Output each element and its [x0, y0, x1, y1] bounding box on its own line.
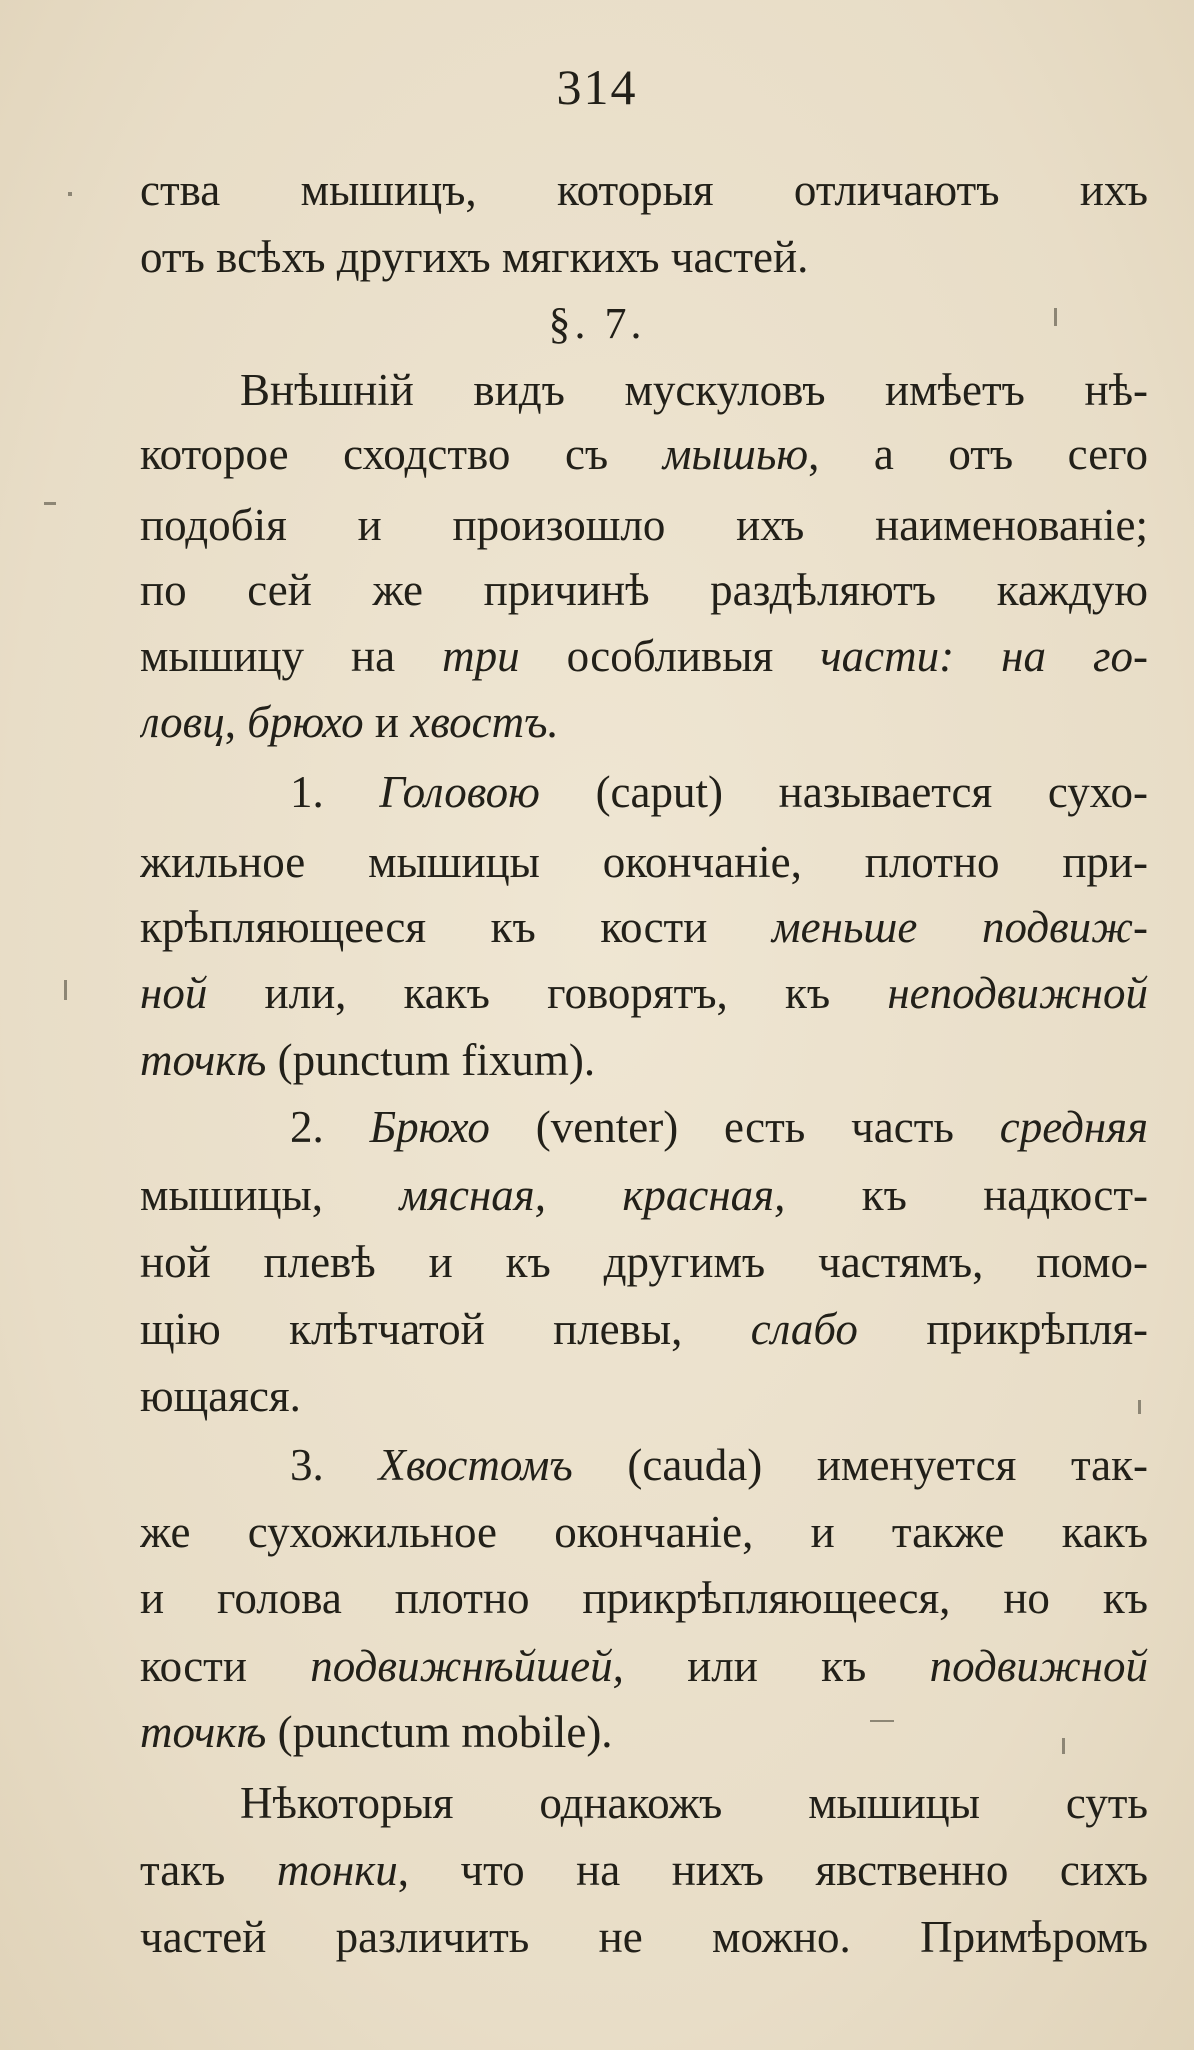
text-line: ной плевѣ и къ другимъ частямъ, помо- [140, 1237, 1148, 1287]
text-line: жильное мышицы окончаніе, плотно при- [140, 837, 1148, 887]
page-number: 314 [556, 59, 638, 115]
text-line: частей различить не можно. Примѣромъ [140, 1912, 1148, 1962]
list-item-venter: 2. Брюхо (venter) есть часть средняя [290, 1102, 1148, 1152]
text-line: мышицы, мясная, красная, къ надкост- [140, 1170, 1148, 1220]
print-speck [1138, 1400, 1141, 1414]
text-line: ной или, какъ говорятъ, къ неподвижной [140, 968, 1148, 1018]
text-line: крѣпляющееся къ кости меньше подвиж- [140, 902, 1148, 952]
text-line: ющаяся. [140, 1371, 301, 1421]
print-speck [870, 1720, 894, 1722]
print-speck [64, 980, 67, 1000]
text-line: отъ всѣхъ другихъ мягкихъ частей. [140, 232, 809, 282]
text-line: же сухожильное окончаніе, и также какъ [140, 1507, 1148, 1557]
text-line: ства мышицъ, которыя отличаютъ ихъ [140, 165, 1148, 215]
print-speck [68, 192, 72, 196]
paragraph-first-line: Внѣшній видъ мускуловъ имѣетъ нѣ- [240, 365, 1148, 415]
text-line: мышицу на три особливыя части: на го- [140, 631, 1148, 681]
print-speck [44, 502, 56, 505]
text-line: точкѣ (punctum fixum). [140, 1035, 596, 1085]
text-line: кости подвижнѣйшей, или къ подвижной [140, 1641, 1148, 1691]
list-item-cauda: 3. Хвостомъ (cauda) именуется так- [290, 1440, 1148, 1490]
text-line: и голова плотно прикрѣпляющееся, но къ [140, 1573, 1148, 1623]
section-heading: §. 7. [548, 299, 646, 348]
text-line: которое сходство съ мышью, а отъ сего [140, 429, 1148, 479]
list-item-caput: 1. Головою (caput) называется сухо- [290, 767, 1148, 817]
print-speck [1062, 1738, 1065, 1754]
text-line: по сей же причинѣ раздѣляютъ каждую [140, 565, 1148, 615]
text-line: ловц, брюхо и хвостъ. [140, 697, 559, 747]
paragraph-first-line: Нѣкоторыя однакожъ мышицы суть [240, 1778, 1148, 1828]
text-line: щію клѣтчатой плевы, слабо прикрѣпля- [140, 1304, 1148, 1354]
print-speck [1054, 308, 1057, 326]
text-line: подобія и произошло ихъ наименованіе; [140, 500, 1148, 550]
text-line: такъ тонки, что на нихъ явственно сихъ [140, 1845, 1148, 1895]
text-line: точкѣ (punctum mobile). [140, 1707, 613, 1757]
